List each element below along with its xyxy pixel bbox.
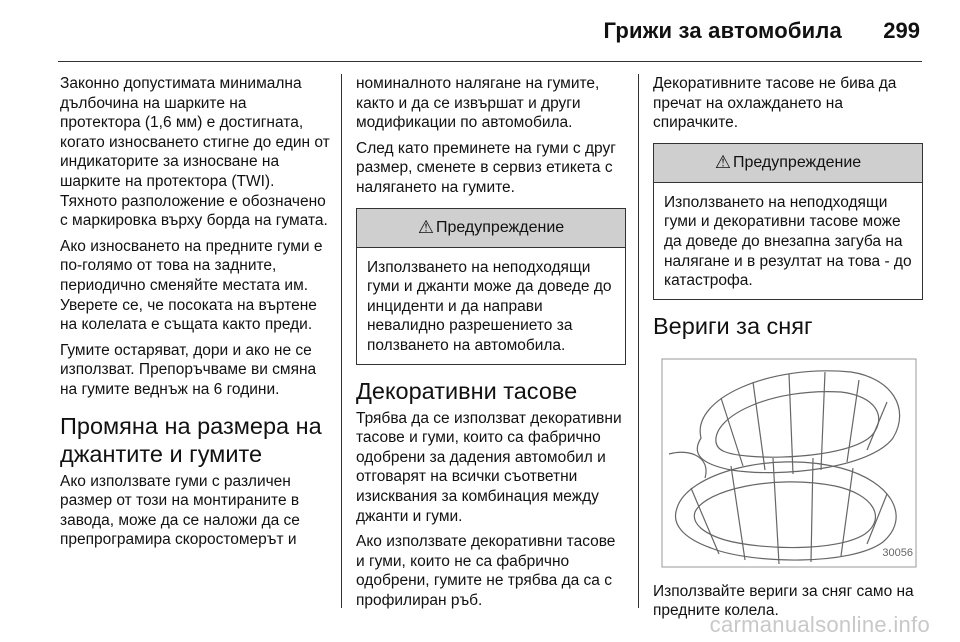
section-heading-size-change: Промяна на размера на джантите и гумите: [60, 412, 322, 467]
header-divider: [58, 61, 922, 62]
warning-title: Предупреждение: [435, 218, 565, 236]
tire-age-paragraph: Гумите остаряват, дори и ако не се използват. Препоръчваме ви смяна на гумите веднъж на 6 години.: [60, 341, 317, 398]
tire-rotation-paragraph: Ако износването на предните гуми е по-голямо от това на задните, периодично сменяйте местата им. Уверете се, че посоката на въртене на колелата е същата както преди.: [60, 237, 323, 334]
warning-title: Предупреждение: [732, 153, 862, 171]
tread-depth-paragraph: Законно допустимата минимална дълбочина на шарките на протектора (1,6 мм) е достигната, когато износването стигне до един от индикаторите за износване на шарките на протектора (TWI). Тяхното разположение е обозначено с маркировка върху борда на гумата.: [60, 75, 330, 230]
section-heading-wheel-covers: Декоративни тасове: [356, 377, 578, 404]
pressure-label-paragraph: След като преминете на гуми с друг размер, сменете в сервиз етикета с налягането на гумите.: [356, 139, 616, 196]
watermark: carmanualsonline.info: [709, 612, 930, 637]
snow-chains-paragraph: Използвайте вериги за сняг само на предните колела.: [653, 582, 914, 620]
warning-text: Използването на неподходящи гуми и джанти може да доведе до инциденти и да направи невалидно разрешението за ползването на автомобила.: [367, 258, 612, 354]
wheel-covers-paragraph-1: Трябва да се използват декоративни тасове и гуми, които са фабрично одобрени за дадения автомобил и отговарят на всички съответни изисквания за комбинация между джанти и гуми.: [356, 409, 622, 525]
warning-box-tires: [356, 208, 626, 365]
warning-header: [357, 209, 625, 248]
warning-header: [654, 144, 922, 183]
column-divider-1: [341, 74, 342, 608]
brake-cooling-paragraph: Декоративните тасове не бива да пречат на охлаждането на спирачките.: [653, 75, 897, 132]
warning-text: Използването на неподходящи гуми и декоративни тасове може да доведе до внезапна загуба на налягане и в резултат на това - до катастрофа.: [664, 193, 912, 290]
warning-triangle-icon: ⚠: [714, 151, 731, 172]
wheel-covers-paragraph-2: Ако използвате декоративни тасове и гуми, които не са фабрично одобрени, гумите не трябва да са с профилиран ръб.: [356, 533, 616, 609]
column-3: [653, 74, 923, 627]
page-header: [0, 0, 960, 62]
warning-triangle-icon: ⚠: [417, 216, 434, 237]
section-heading-snow-chains: Вериги за сняг: [653, 312, 813, 339]
column-2: [356, 74, 626, 616]
snow-chains-figure: [661, 358, 917, 568]
page-number: 299: [883, 18, 920, 43]
warning-box-covers: [653, 143, 923, 300]
size-change-paragraph: Ако използвате гуми с различен размер от този на монтираните в завода, може да се наложи да се препрограмира скоростомерът и: [60, 472, 300, 549]
column-divider-2: [638, 74, 639, 608]
section-title: Грижи за автомобила: [603, 18, 842, 43]
figure-code: 30056: [882, 547, 913, 560]
snow-chains-illustration: [661, 358, 917, 568]
continuation-paragraph: номиналното налягане на гумите, както и да се извършат и други модификации по автомобила.: [356, 75, 600, 132]
column-1: [60, 74, 330, 556]
